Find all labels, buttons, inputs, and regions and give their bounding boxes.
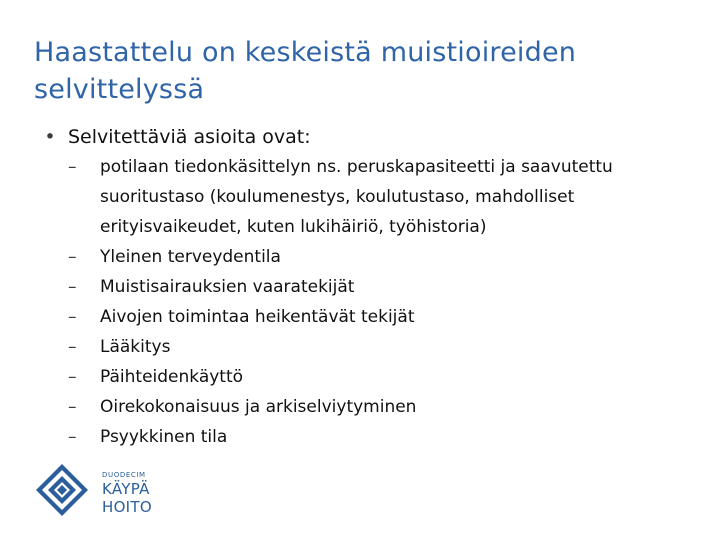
sub-item-text: Muistisairauksien vaaratekijät xyxy=(100,277,355,297)
dash-mark: – xyxy=(68,367,77,387)
dash-mark: – xyxy=(68,157,77,177)
logo-big-text: KÄYPÄ HOITO xyxy=(102,480,152,516)
sub-item xyxy=(68,242,680,272)
dash-mark: – xyxy=(68,307,77,327)
dash-mark: – xyxy=(68,397,77,417)
kaypa-hoito-logo xyxy=(30,462,180,518)
dash-mark: – xyxy=(68,427,77,447)
sub-item-text: Lääkitys xyxy=(100,337,171,357)
slide-title: Haastattelu on keskeistä muistioireiden selvittelyssä xyxy=(34,37,577,105)
dash-mark: – xyxy=(68,277,77,297)
sub-item-text: Psyykkinen tila xyxy=(100,427,228,447)
logo-small-text: DUODECIM xyxy=(102,471,146,479)
dash-mark: – xyxy=(68,247,77,267)
sub-item xyxy=(68,332,680,362)
sub-item xyxy=(68,392,680,422)
sub-item-text: Yleinen terveydentila xyxy=(100,247,281,267)
bullet-mark: • xyxy=(44,126,56,148)
main-bullet-text: Selvitettäviä asioita ovat: xyxy=(68,126,311,148)
dash-mark: – xyxy=(68,337,77,357)
sub-item xyxy=(68,302,680,332)
sub-bullet-list xyxy=(68,152,680,452)
sub-item xyxy=(68,152,680,242)
bullet-list xyxy=(40,122,680,452)
sub-item-text: Aivojen toimintaa heikentävät tekijät xyxy=(100,307,415,327)
sub-item xyxy=(68,422,680,452)
sub-item-text: Oirekokonaisuus ja arkiselviytyminen xyxy=(100,397,417,417)
diamond-logo-icon xyxy=(30,462,94,518)
sub-item xyxy=(68,362,680,392)
sub-item-text: Päihteidenkäyttö xyxy=(100,367,244,387)
sub-item-text: potilaan tiedonkäsittelyn ns. peruskapasiteetti ja saavutettu suoritustaso (koulumenestys, koulutustaso, mahdolliset erityisvaikeudet, kuten lukihäiriö, työhistoria) xyxy=(100,157,613,237)
sub-item xyxy=(68,272,680,302)
main-bullet xyxy=(40,122,680,152)
